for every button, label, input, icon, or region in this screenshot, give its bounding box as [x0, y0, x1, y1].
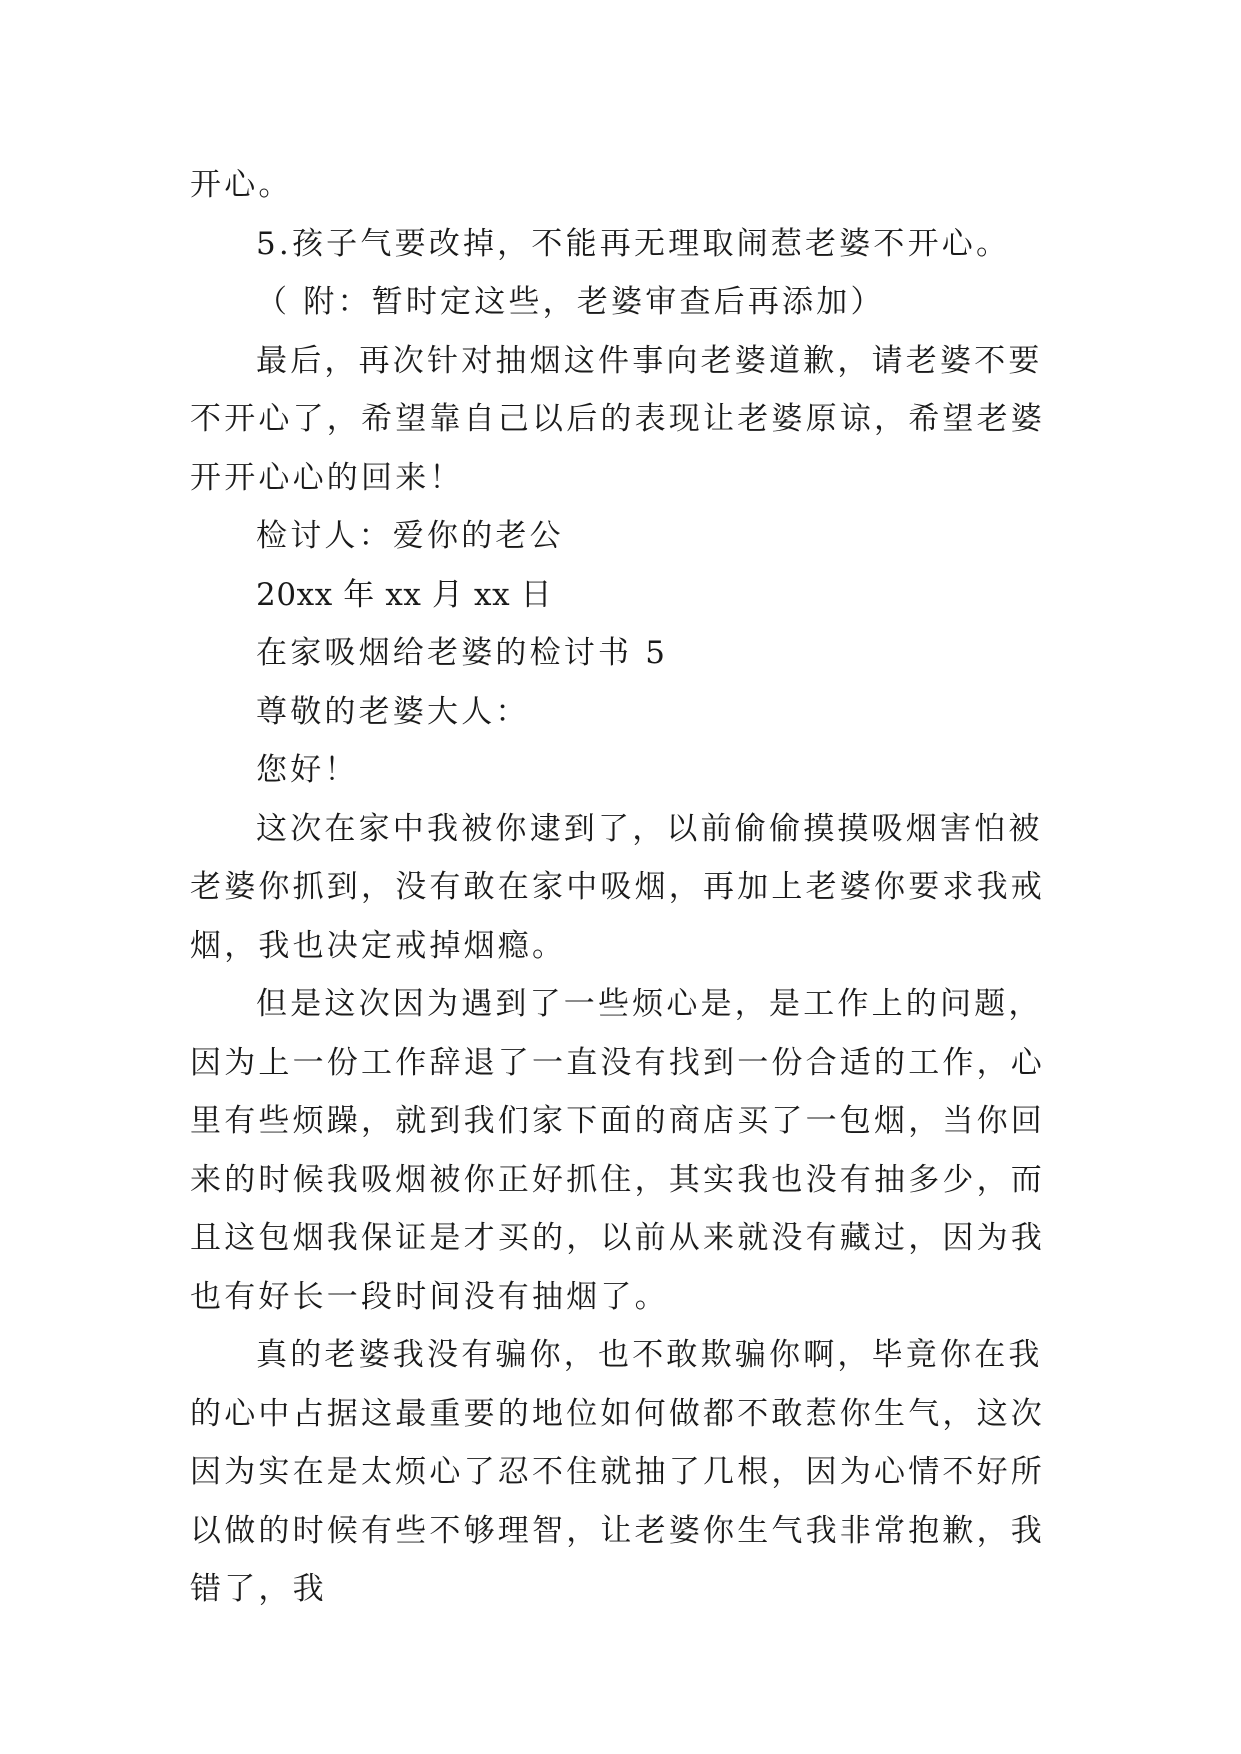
- salutation: 尊敬的老婆大人：: [256, 693, 530, 730]
- note-paragraph: （ 附：暂时定这些，老婆审查后再添加）: [256, 284, 885, 320]
- signature-line: 检讨人：爱你的老公: [256, 518, 564, 554]
- date-line: 20xx 年 xx 月 xx 日: [256, 576, 553, 613]
- paragraph: 这次在家中我被你逮到了，以前偷偷摸摸吸烟害怕被老婆你抓到，没有敢在家中吸烟，再加上老婆你要求我戒烟，我也决定戒掉烟瘾。: [190, 810, 1045, 964]
- list-item-5: 5.孩子气要改掉，不能再无理取闹惹老婆不开心。: [256, 225, 1011, 262]
- section-title: 在家吸烟给老婆的检讨书 5: [256, 635, 669, 671]
- paragraph: 真的老婆我没有骗你，也不敢欺骗你啊，毕竟你在我的心中占据这最重要的地位如何做都不敢惹你生气，这次因为实在是太烦心了忍不住就抽了几根，因为心情不好所以做的时候有些不够理智，让老婆你生气我非常抱歉，我错了，我: [190, 1337, 1045, 1607]
- greeting: 您好！: [256, 752, 359, 788]
- paragraph: 最后，再次针对抽烟这件事向老婆道歉，请老婆不要不开心了，希望靠自己以后的表现让老婆原谅，希望老婆开开心心的回来！: [190, 342, 1045, 496]
- paragraph: 开心。: [190, 167, 293, 203]
- paragraph: 但是这次因为遇到了一些烦心是，是工作上的问题，因为上一份工作辞退了一直没有找到一份合适的工作，心里有些烦躁，就到我们家下面的商店买了一包烟，当你回来的时候我吸烟被你正好抓住，其实我也没有抽多少，而且这包烟我保证是才买的，以前从来就没有藏过，因为我也有好长一段时间没有抽烟了。: [190, 986, 1045, 1315]
- document-body: [190, 156, 1060, 1619]
